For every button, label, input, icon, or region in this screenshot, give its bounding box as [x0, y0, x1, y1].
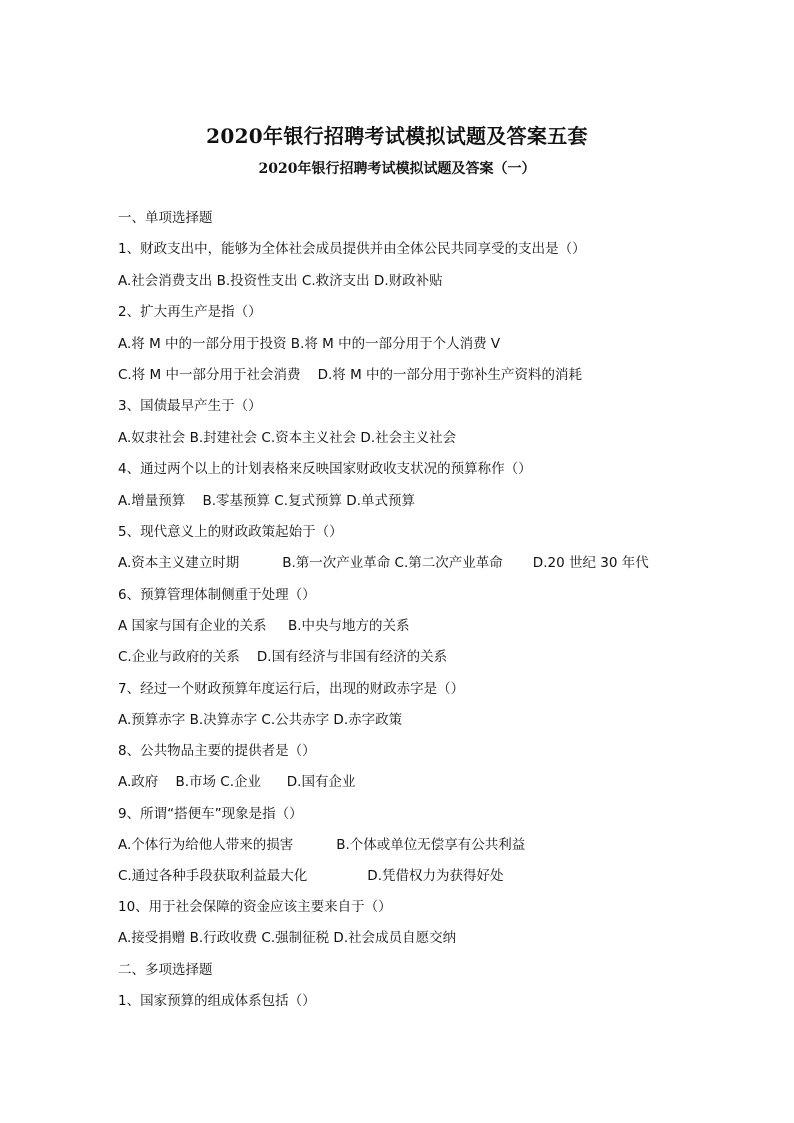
- question-3: 3、国债最早产生于（）: [118, 398, 262, 414]
- question-9: 9、所谓“搭便车”现象是指（）: [118, 806, 303, 822]
- question-4: 4、通过两个以上的计划表格来反映国家财政收支状况的预算称作（）: [118, 461, 532, 477]
- question-1: 1、财政支出中，能够为全体社会成员提供并由全体公民共同享受的支出是（）: [118, 241, 586, 257]
- question-10-options: A.接受捐赠 B.行政收费 C.强制征税 D.社会成员自愿交纳: [118, 930, 457, 946]
- question-2-options-line-2: C.将 M 中一部分用于社会消费 D.将 M 中的一部分用于弥补生产资料的消耗: [118, 367, 583, 383]
- section-heading-multiple-choice: 二、多项选择题: [118, 962, 213, 978]
- section-heading-single-choice: 一、单项选择题: [118, 210, 213, 226]
- question-3-options: A.奴隶社会 B.封建社会 C.资本主义社会 D.社会主义社会: [118, 430, 457, 446]
- question-10: 10、用于社会保障的资金应该主要来自于（）: [118, 899, 392, 915]
- document-subtitle: 2020年银行招聘考试模拟试题及答案（一）: [258, 161, 536, 177]
- document-title: 2020年银行招聘考试模拟试题及答案五套: [206, 124, 588, 148]
- question-6-options-line-1: A 国家与国有企业的关系 B.中央与地方的关系: [118, 618, 410, 634]
- question-1-options: A.社会消费支出 B.投资性支出 C.救济支出 D.财政补贴: [118, 273, 443, 289]
- question-9-options-line-1: A.个体行为给他人带来的损害 B.个体或单位无偿享有公共利益: [118, 837, 526, 853]
- question-2: 2、扩大再生产是指（）: [118, 304, 262, 320]
- multiple-choice-question-1: 1、国家预算的组成体系包括（）: [118, 993, 316, 1009]
- question-6-options-line-2: C.企业与政府的关系 D.国有经济与非国有经济的关系: [118, 649, 448, 665]
- question-6: 6、预算管理体制侧重于处理（）: [118, 587, 316, 603]
- question-9-options-line-2: C.通过各种手段获取利益最大化 D.凭借权力为获得好处: [118, 868, 504, 884]
- question-8-options: A.政府 B.市场 C.企业 D.国有企业: [118, 774, 356, 790]
- question-8: 8、公共物品主要的提供者是（）: [118, 743, 316, 759]
- question-7-options: A.预算赤字 B.决算赤字 C.公共赤字 D.赤字政策: [118, 712, 403, 728]
- question-5-options: A.资本主义建立时期 B.第一次产业革命 C.第二次产业革命 D.20 世纪 30 年代: [118, 555, 649, 571]
- question-5: 5、现代意义上的财政政策起始于（）: [118, 524, 343, 540]
- question-2-options-line-1: A.将 M 中的一部分用于投资 B.将 M 中的一部分用于个人消费 V: [118, 336, 501, 352]
- question-7: 7、经过一个财政预算年度运行后，出现的财政赤字是（）: [118, 681, 465, 697]
- question-4-options: A.增量预算 B.零基预算 C.复式预算 D.单式预算: [118, 493, 415, 509]
